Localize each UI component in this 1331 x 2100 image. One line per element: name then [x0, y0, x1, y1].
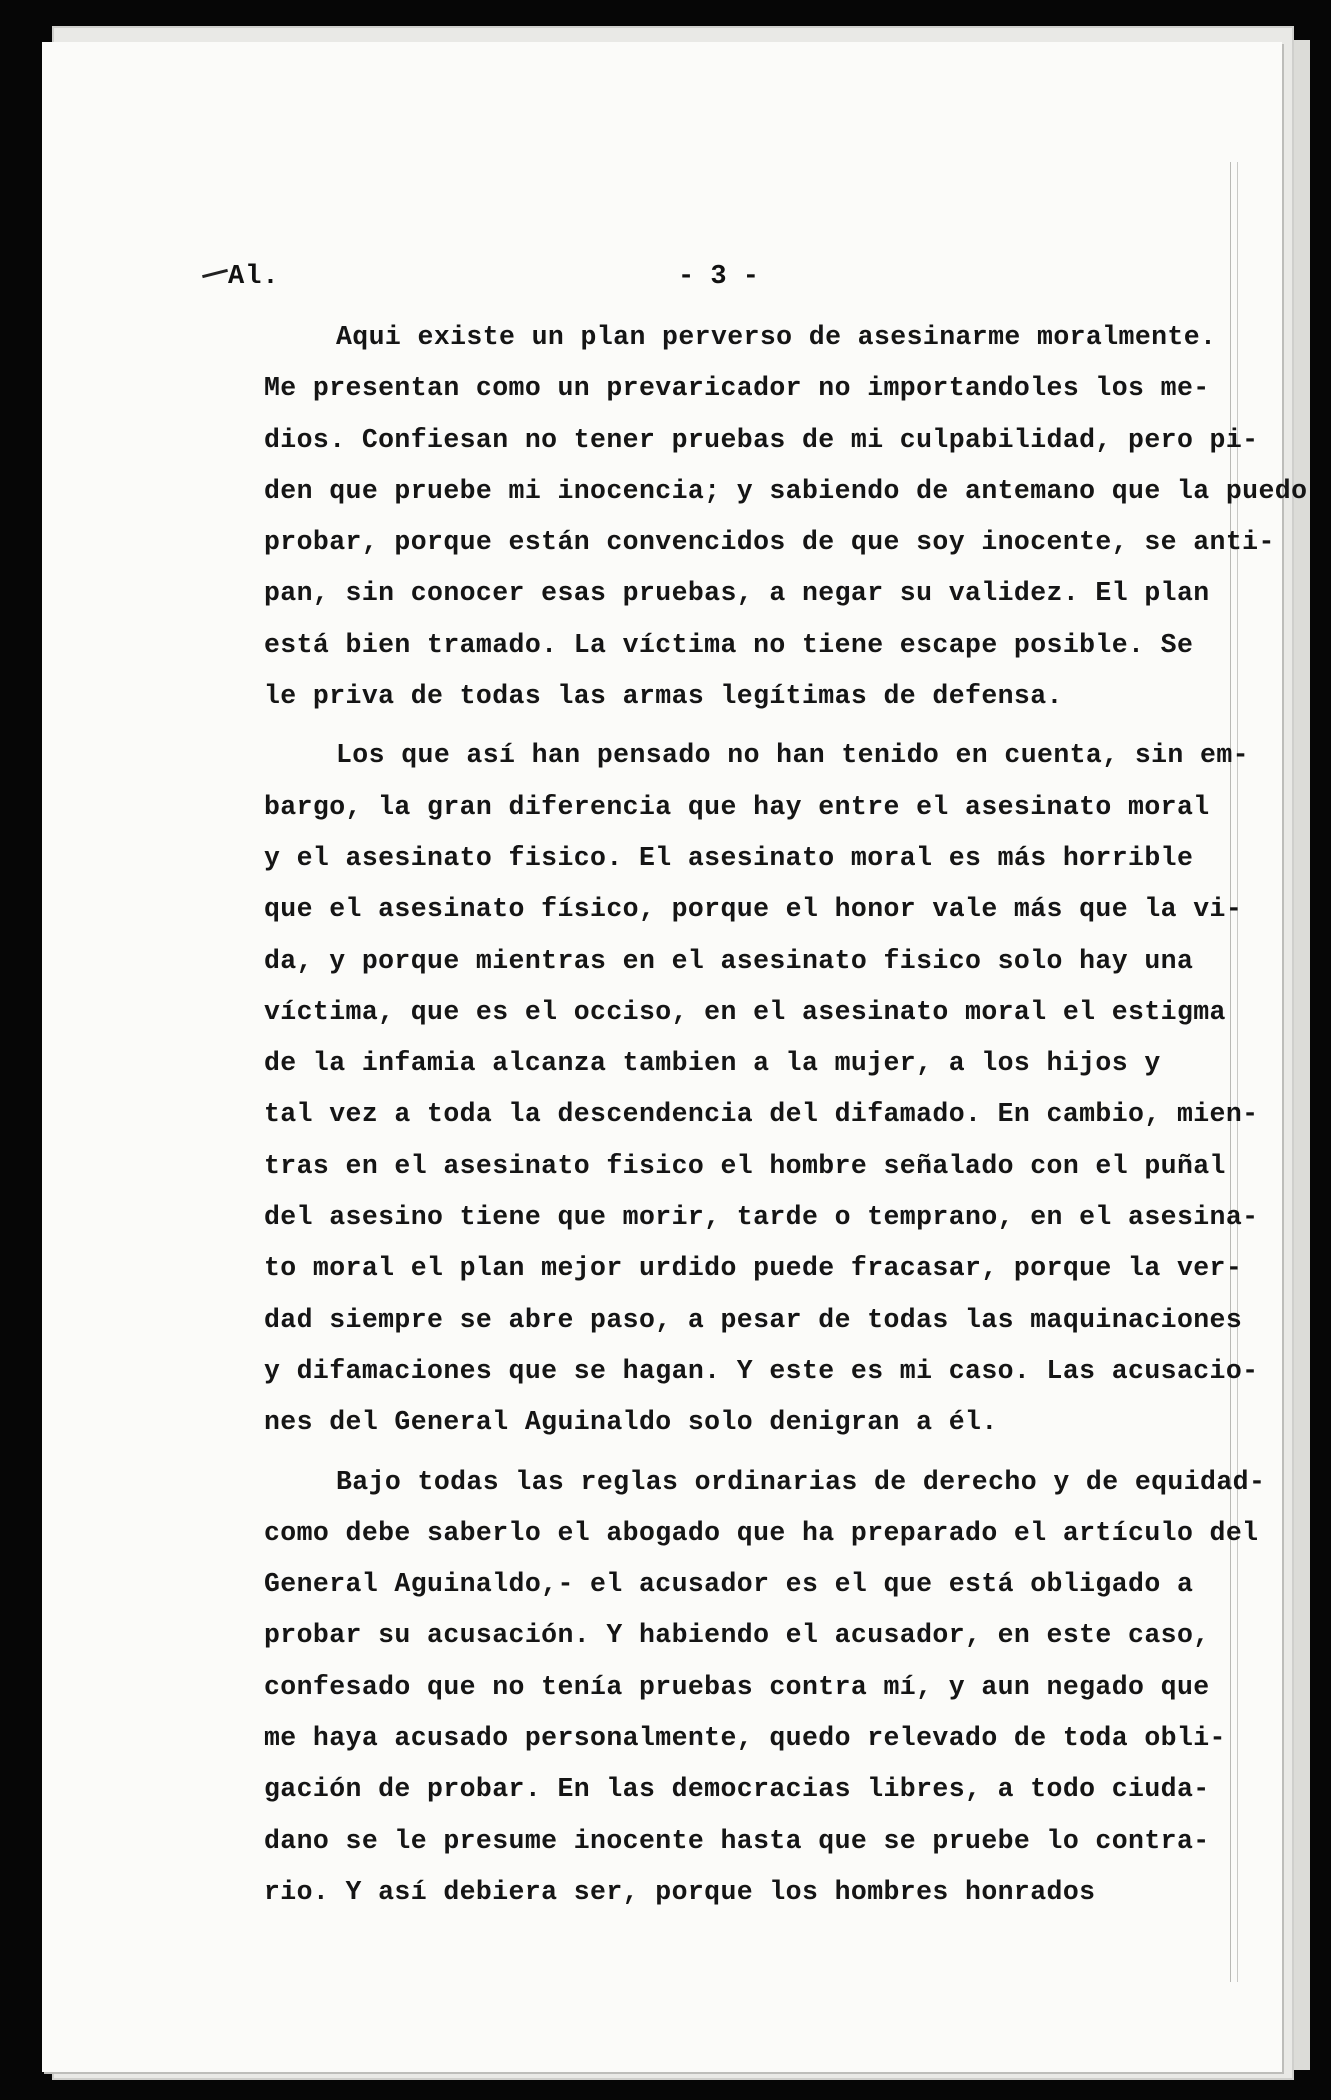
- paragraph-spacer: [264, 722, 1224, 730]
- page-number: - 3 -: [678, 262, 760, 292]
- text-line: del asesino tiene que morir, tarde o temprano, en el asesina-: [264, 1202, 1259, 1233]
- page-header: [42, 262, 1282, 302]
- text-line: probar su acusación. Y habiendo el acusador, en este caso,: [264, 1620, 1210, 1651]
- text-line: da, y porque mientras en el asesinato fisico solo hay una: [264, 945, 1194, 976]
- text-line: General Aguinaldo,- el acusador es el que está obligado a: [264, 1569, 1194, 1600]
- text-line: como debe saberlo el abogado que ha preparado el artículo del: [264, 1517, 1259, 1548]
- document-body: [264, 312, 1308, 1918]
- text-line: Los que así han pensado no han tenido en cuenta, sin em-: [336, 740, 1249, 771]
- text-line: gación de probar. En las democracias libres, a todo ciuda-: [264, 1774, 1210, 1805]
- text-line: rio. Y así debiera ser, porque los hombres honrados: [264, 1876, 1096, 1907]
- text-line: tal vez a toda la descendencia del difamado. En cambio, mien-: [264, 1099, 1259, 1130]
- text-line: dad siempre se abre paso, a pesar de todas las maquinaciones: [264, 1304, 1243, 1335]
- text-line: dios. Confiesan no tener pruebas de mi culpabilidad, pero pi-: [264, 424, 1259, 455]
- text-line: den que pruebe mi inocencia; y sabiendo de antemano que la puedo: [264, 475, 1308, 506]
- paragraph-2: [264, 730, 1259, 1448]
- paragraph-spacer: [264, 1449, 1224, 1457]
- text-line: y el asesinato fisico. El asesinato moral es más horrible: [264, 842, 1194, 873]
- text-line: tras en el asesinato fisico el hombre señalado con el puñal: [264, 1150, 1226, 1181]
- text-line: Bajo todas las reglas ordinarias de derecho y de equidad-: [336, 1466, 1266, 1497]
- text-line: y difamaciones que se hagan. Y este es mi caso. Las acusacio-: [264, 1355, 1259, 1386]
- text-line: me haya acusado personalmente, quedo relevado de toda obli-: [264, 1723, 1226, 1754]
- text-line: dano se le presume inocente hasta que se pruebe lo contra-: [264, 1825, 1210, 1856]
- text-line: víctima, que es el occiso, en el asesinato moral el estigma: [264, 996, 1226, 1027]
- text-line: to moral el plan mejor urdido puede fracasar, porque la ver-: [264, 1253, 1243, 1284]
- text-line: confesado que no tenía pruebas contra mí, y aun negado que: [264, 1671, 1210, 1702]
- text-line: Me presentan como un prevaricador no importandoles los me-: [264, 373, 1210, 404]
- document-code: Al.: [228, 262, 280, 292]
- paragraph-3: [264, 1457, 1266, 1919]
- text-line: nes del General Aguinaldo solo denigran a él.: [264, 1407, 998, 1438]
- typed-page: [42, 42, 1308, 2072]
- text-line: está bien tramado. La víctima no tiene escape posible. Se: [264, 629, 1194, 660]
- text-line: bargo, la gran diferencia que hay entre el asesinato moral: [264, 791, 1210, 822]
- text-line: que el asesinato físico, porque el honor vale más que la vi-: [264, 894, 1243, 925]
- paragraph-1: [264, 312, 1308, 722]
- text-line: le priva de todas las armas legítimas de defensa.: [264, 681, 1063, 712]
- text-line: Aqui existe un plan perverso de asesinarme moralmente.: [336, 322, 1217, 352]
- pen-mark: [202, 269, 228, 278]
- text-line: de la infamia alcanza tambien a la mujer, a los hijos y: [264, 1048, 1161, 1079]
- text-line: pan, sin conocer esas pruebas, a negar su validez. El plan: [264, 578, 1210, 609]
- text-line: probar, porque están convencidos de que soy inocente, se anti-: [264, 527, 1275, 558]
